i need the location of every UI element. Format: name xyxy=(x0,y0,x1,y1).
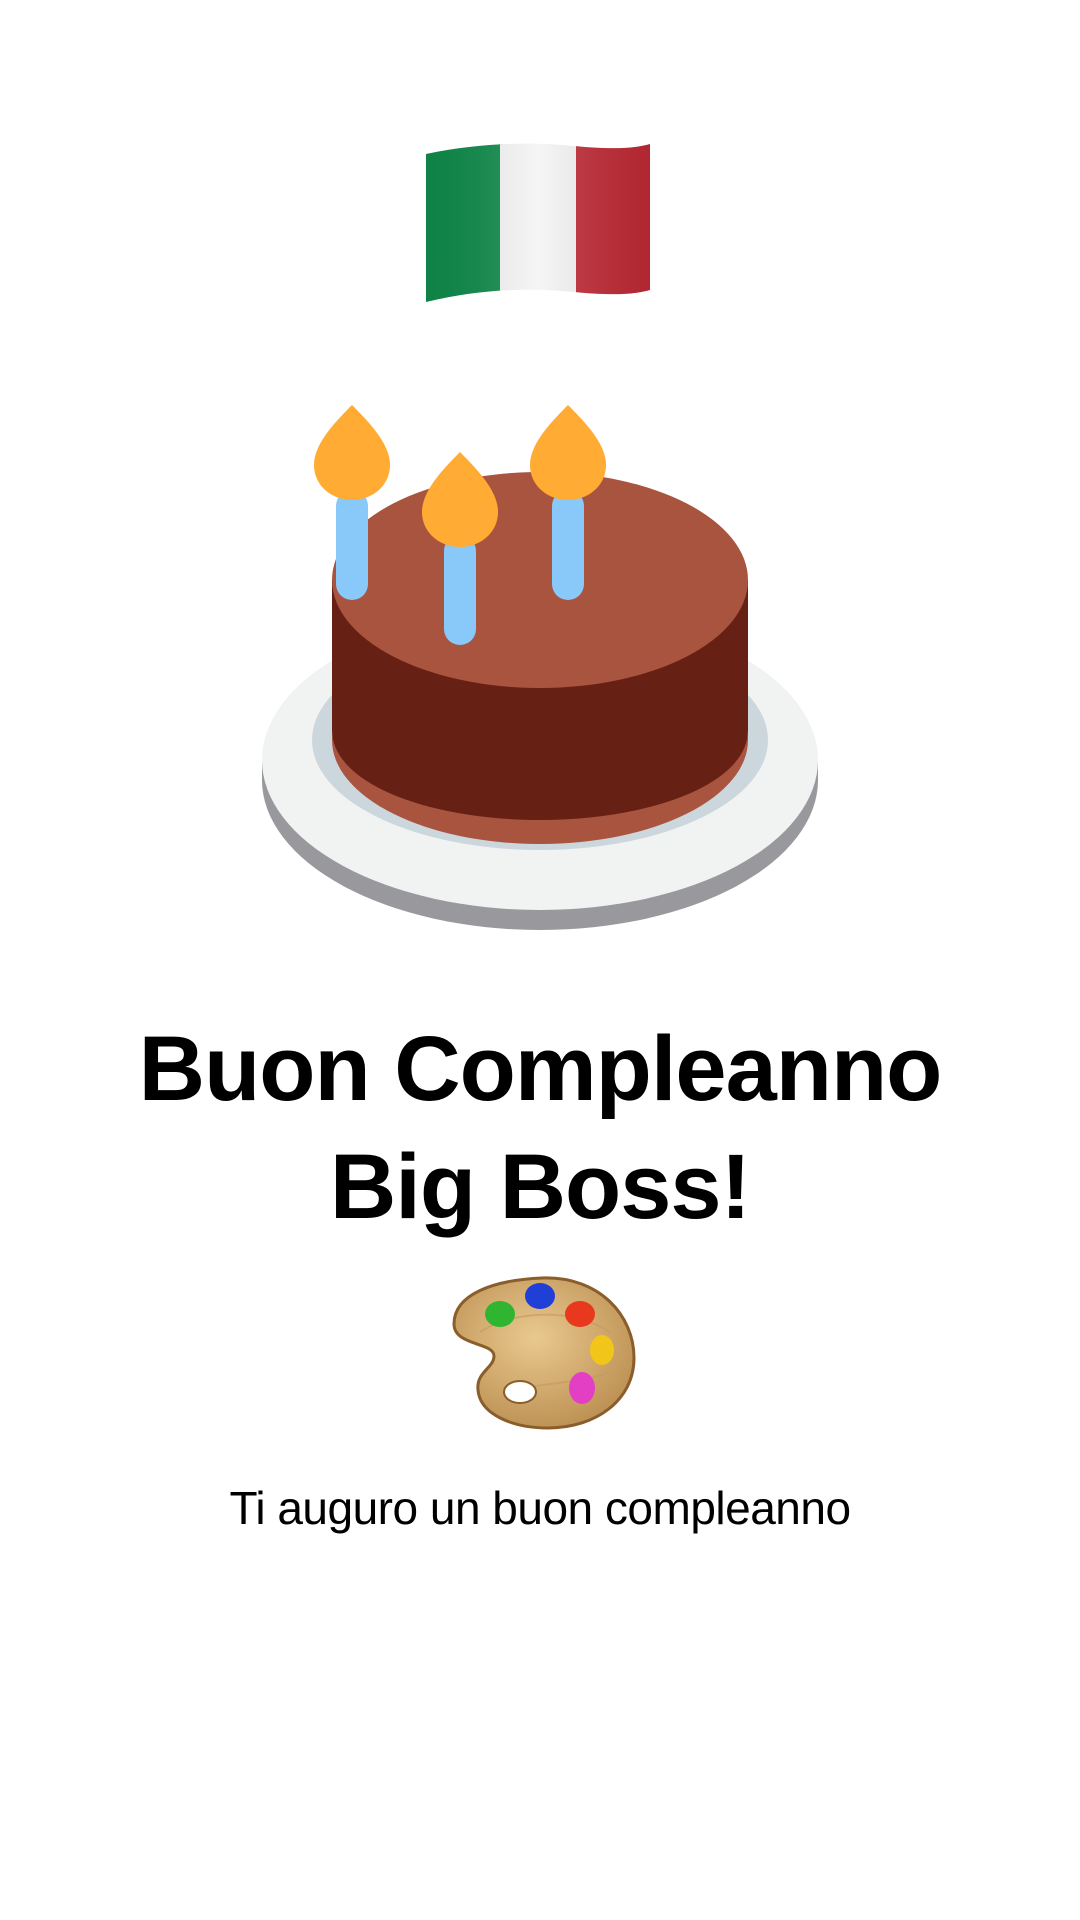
birthday-message: Ti auguro un buon compleanno xyxy=(229,1482,851,1534)
page-title xyxy=(0,1010,1080,1246)
italy-flag-icon xyxy=(424,140,652,308)
artist-palette-icon xyxy=(450,1272,636,1432)
title-line-2: Big Boss! xyxy=(329,1136,751,1238)
title-line-1: Buon Compleanno xyxy=(138,1018,942,1120)
birthday-cake-icon xyxy=(262,400,818,934)
